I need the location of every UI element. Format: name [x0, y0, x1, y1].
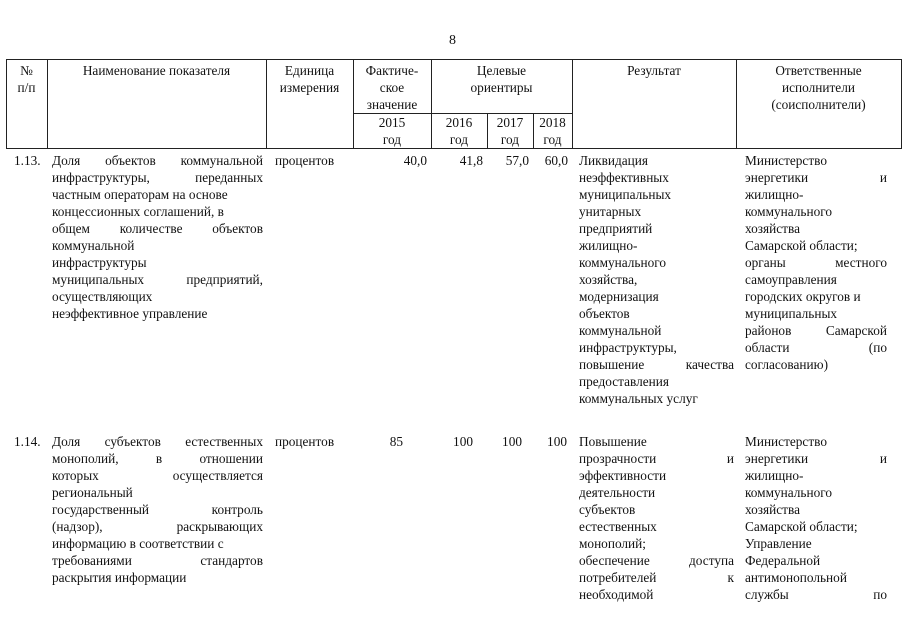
text-line — [579, 356, 734, 373]
word: требованиями — [52, 553, 132, 568]
word: отношении — [199, 451, 263, 466]
word: (по — [868, 340, 887, 355]
word: коммунального — [579, 255, 667, 270]
text-line — [745, 535, 887, 552]
text-line — [52, 552, 263, 569]
word: предоставления — [579, 374, 670, 389]
word: частным операторам на основе — [52, 187, 228, 202]
text-line — [579, 305, 734, 322]
word: коммунальной — [52, 238, 135, 253]
text-line — [745, 186, 887, 203]
text-line — [745, 322, 887, 339]
text-line — [579, 450, 734, 467]
text-line — [745, 450, 887, 467]
text-line — [52, 535, 263, 552]
header-result: Результат — [627, 63, 681, 78]
text-line — [579, 169, 734, 186]
word: неэффективных — [579, 170, 669, 185]
word: Доля — [52, 434, 81, 449]
text-line — [745, 169, 887, 186]
word: стандартов — [200, 553, 263, 568]
word: энергетики — [745, 170, 809, 185]
year-word: год — [500, 132, 520, 147]
word: необходимой — [579, 587, 654, 602]
text-line — [579, 373, 734, 390]
word: доступа — [689, 553, 734, 568]
header-year-2017 — [487, 114, 533, 148]
row-unit: процентов — [275, 434, 335, 449]
text-line — [745, 356, 887, 373]
table-top-border — [6, 59, 902, 60]
text-line — [579, 237, 734, 254]
word: Самарской области; — [745, 519, 858, 534]
word: (надзор), — [52, 519, 103, 534]
word: раскрытия информации — [52, 570, 187, 585]
header-fact-line1: Фактиче- — [365, 63, 419, 78]
col-border-9 — [901, 59, 902, 149]
text-line — [745, 203, 887, 220]
text-line — [52, 433, 263, 450]
header-num-line1: № — [20, 63, 33, 78]
word: и — [879, 170, 887, 185]
text-line — [579, 220, 734, 237]
text-line — [52, 501, 263, 518]
word: хозяйства, — [579, 272, 638, 287]
row-result — [579, 433, 734, 603]
word: модернизация — [579, 289, 659, 304]
header-targets — [431, 62, 572, 96]
text-line — [745, 152, 887, 169]
word: качества — [685, 357, 734, 372]
text-line — [745, 518, 887, 535]
text-line — [745, 288, 887, 305]
header-num — [6, 62, 47, 96]
header-year-2016 — [431, 114, 487, 148]
word: органы — [745, 255, 786, 270]
row-value-2018: 100 — [547, 434, 567, 449]
header-responsible-line2: исполнители — [782, 80, 855, 95]
word: осуществляется — [172, 468, 263, 483]
text-line — [745, 271, 887, 288]
text-line — [745, 501, 887, 518]
header-responsible-line3: (соисполнители) — [771, 97, 866, 112]
row-value-2018: 60,0 — [544, 153, 568, 168]
text-line — [579, 390, 734, 407]
word: объектов — [105, 153, 156, 168]
text-line — [745, 433, 887, 450]
row-unit: процентов — [275, 153, 335, 168]
text-line — [579, 254, 734, 271]
word: государственный — [52, 502, 150, 517]
word: к — [727, 570, 734, 585]
row-result — [579, 152, 734, 407]
text-line — [52, 152, 263, 169]
text-line — [579, 186, 734, 203]
word: коммунального — [745, 204, 833, 219]
word: естественных — [579, 519, 657, 534]
word: субъектов — [579, 502, 636, 517]
row-value-2015: 85 — [389, 434, 403, 449]
word: объектов — [212, 221, 263, 236]
text-line — [745, 254, 887, 271]
word: хозяйства — [745, 221, 800, 236]
text-line — [52, 569, 263, 586]
year-word: год — [543, 132, 562, 147]
text-line — [745, 552, 887, 569]
word: естественных — [185, 434, 263, 449]
text-line — [52, 518, 263, 535]
text-line — [579, 484, 734, 501]
word: предприятий — [579, 221, 653, 236]
text-line — [52, 450, 263, 467]
word: общем — [52, 221, 90, 236]
header-unit — [266, 62, 353, 96]
word: неэффективное управление — [52, 306, 208, 321]
word: муниципальных — [745, 306, 838, 321]
word: Ликвидация — [579, 153, 649, 168]
row-name — [52, 433, 263, 586]
text-line — [579, 467, 734, 484]
text-line — [579, 433, 734, 450]
word: количестве — [119, 221, 183, 236]
word: потребителей — [579, 570, 657, 585]
word: унитарных — [579, 204, 642, 219]
word: информацию в соответствии с — [52, 536, 224, 551]
word: коммунального — [745, 485, 833, 500]
word: согласованию) — [745, 357, 829, 372]
header-unit-line1: Единица — [284, 63, 335, 78]
word: инфраструктуры — [52, 255, 147, 270]
row-value-2017: 100 — [502, 434, 522, 449]
word: раскрывающих — [176, 519, 263, 534]
word: концессионных соглашений, в — [52, 204, 224, 219]
text-line — [745, 467, 887, 484]
header-year-2018 — [533, 114, 572, 148]
header-year-2015 — [353, 114, 431, 148]
word: региональный — [52, 485, 133, 500]
header-targets-line1: Целевые — [476, 63, 527, 78]
word: переданных — [195, 170, 263, 185]
header-name: Наименование показателя — [82, 63, 231, 78]
text-line — [579, 288, 734, 305]
text-line — [745, 339, 887, 356]
word: службы — [745, 587, 789, 602]
word: коммунальных услуг — [579, 391, 698, 406]
header-num-line2: п/п — [17, 80, 36, 95]
word: районов — [745, 323, 792, 338]
text-line — [745, 484, 887, 501]
word: инфраструктуры, — [52, 170, 150, 185]
text-line — [52, 254, 263, 271]
word: деятельности — [579, 485, 656, 500]
word: которых — [52, 468, 99, 483]
text-line — [52, 203, 263, 220]
year-label: 2017 — [496, 115, 524, 130]
header-responsible-line1: Ответственные — [775, 63, 862, 78]
text-line — [52, 220, 263, 237]
header-fact-line2: ское — [379, 80, 405, 95]
text-line — [52, 271, 263, 288]
text-line — [579, 322, 734, 339]
text-line — [52, 305, 263, 322]
page-number: 8 — [449, 33, 456, 48]
word: муниципальных — [52, 272, 145, 287]
word: повышение — [579, 357, 645, 372]
word: Самарской области; — [745, 238, 858, 253]
text-line — [745, 569, 887, 586]
text-line — [745, 305, 887, 322]
header-unit-line2: измерения — [279, 80, 340, 95]
word: прозрачности — [579, 451, 657, 466]
word: Повышение — [579, 434, 647, 449]
text-line — [52, 169, 263, 186]
row-num: 1.14. — [14, 434, 41, 449]
year-word: год — [449, 132, 469, 147]
year-label: 2018 — [539, 115, 566, 130]
word: обеспечение — [579, 553, 650, 568]
header-targets-line2: ориентиры — [470, 80, 533, 95]
word: Министерство — [745, 153, 827, 168]
text-line — [52, 237, 263, 254]
word: Управление — [745, 536, 812, 551]
text-line — [745, 586, 887, 603]
text-line — [52, 288, 263, 305]
word: коммунальной — [579, 323, 662, 338]
text-line — [52, 484, 263, 501]
word: муниципальных — [579, 187, 672, 202]
text-line — [579, 271, 734, 288]
row-value-2016: 41,8 — [459, 153, 483, 168]
word: Самарской — [825, 323, 887, 338]
text-line — [579, 586, 734, 603]
row-value-2015: 40,0 — [403, 153, 427, 168]
word: жилищно- — [745, 468, 804, 483]
text-line — [52, 467, 263, 484]
word: жилищно- — [579, 238, 638, 253]
text-line — [579, 552, 734, 569]
word: городских округов и — [745, 289, 861, 304]
word: монополий; — [579, 536, 646, 551]
word: предприятий, — [186, 272, 263, 287]
row-responsible — [745, 433, 887, 603]
text-line — [579, 569, 734, 586]
word: жилищно- — [745, 187, 804, 202]
word: инфраструктуры, — [579, 340, 677, 355]
text-line — [745, 220, 887, 237]
word: коммунальной — [180, 153, 263, 168]
word: осуществляющих — [52, 289, 153, 304]
header-fact-line3: значение — [366, 97, 418, 112]
row-value-2017: 57,0 — [505, 153, 529, 168]
word: в — [155, 451, 163, 466]
row-responsible — [745, 152, 887, 373]
text-line — [579, 152, 734, 169]
word: и — [726, 451, 734, 466]
header-responsible — [736, 62, 901, 113]
word: Доля — [52, 153, 81, 168]
row-name — [52, 152, 263, 322]
text-line — [579, 518, 734, 535]
year-label: 2016 — [445, 115, 473, 130]
header-fact — [353, 62, 431, 113]
word: по — [873, 587, 887, 602]
word: хозяйства — [745, 502, 800, 517]
year-word: год — [382, 132, 402, 147]
word: объектов — [579, 306, 630, 321]
header-bottom-border — [6, 148, 902, 149]
word: энергетики — [745, 451, 809, 466]
row-num: 1.13. — [14, 153, 41, 168]
word: Федеральной — [745, 553, 821, 568]
word: области — [745, 340, 790, 355]
word: Министерство — [745, 434, 827, 449]
text-line — [579, 535, 734, 552]
word: субъектов — [104, 434, 161, 449]
text-line — [579, 501, 734, 518]
word: эффективности — [579, 468, 667, 483]
row-value-2016: 100 — [453, 434, 473, 449]
year-label: 2015 — [378, 115, 406, 130]
word: контроль — [211, 502, 263, 517]
text-line — [579, 203, 734, 220]
text-line — [745, 237, 887, 254]
word: антимонопольной — [745, 570, 847, 585]
word: и — [879, 451, 887, 466]
word: местного — [835, 255, 887, 270]
word: самоуправления — [745, 272, 837, 287]
text-line — [52, 186, 263, 203]
word: монополий, — [52, 451, 119, 466]
text-line — [579, 339, 734, 356]
